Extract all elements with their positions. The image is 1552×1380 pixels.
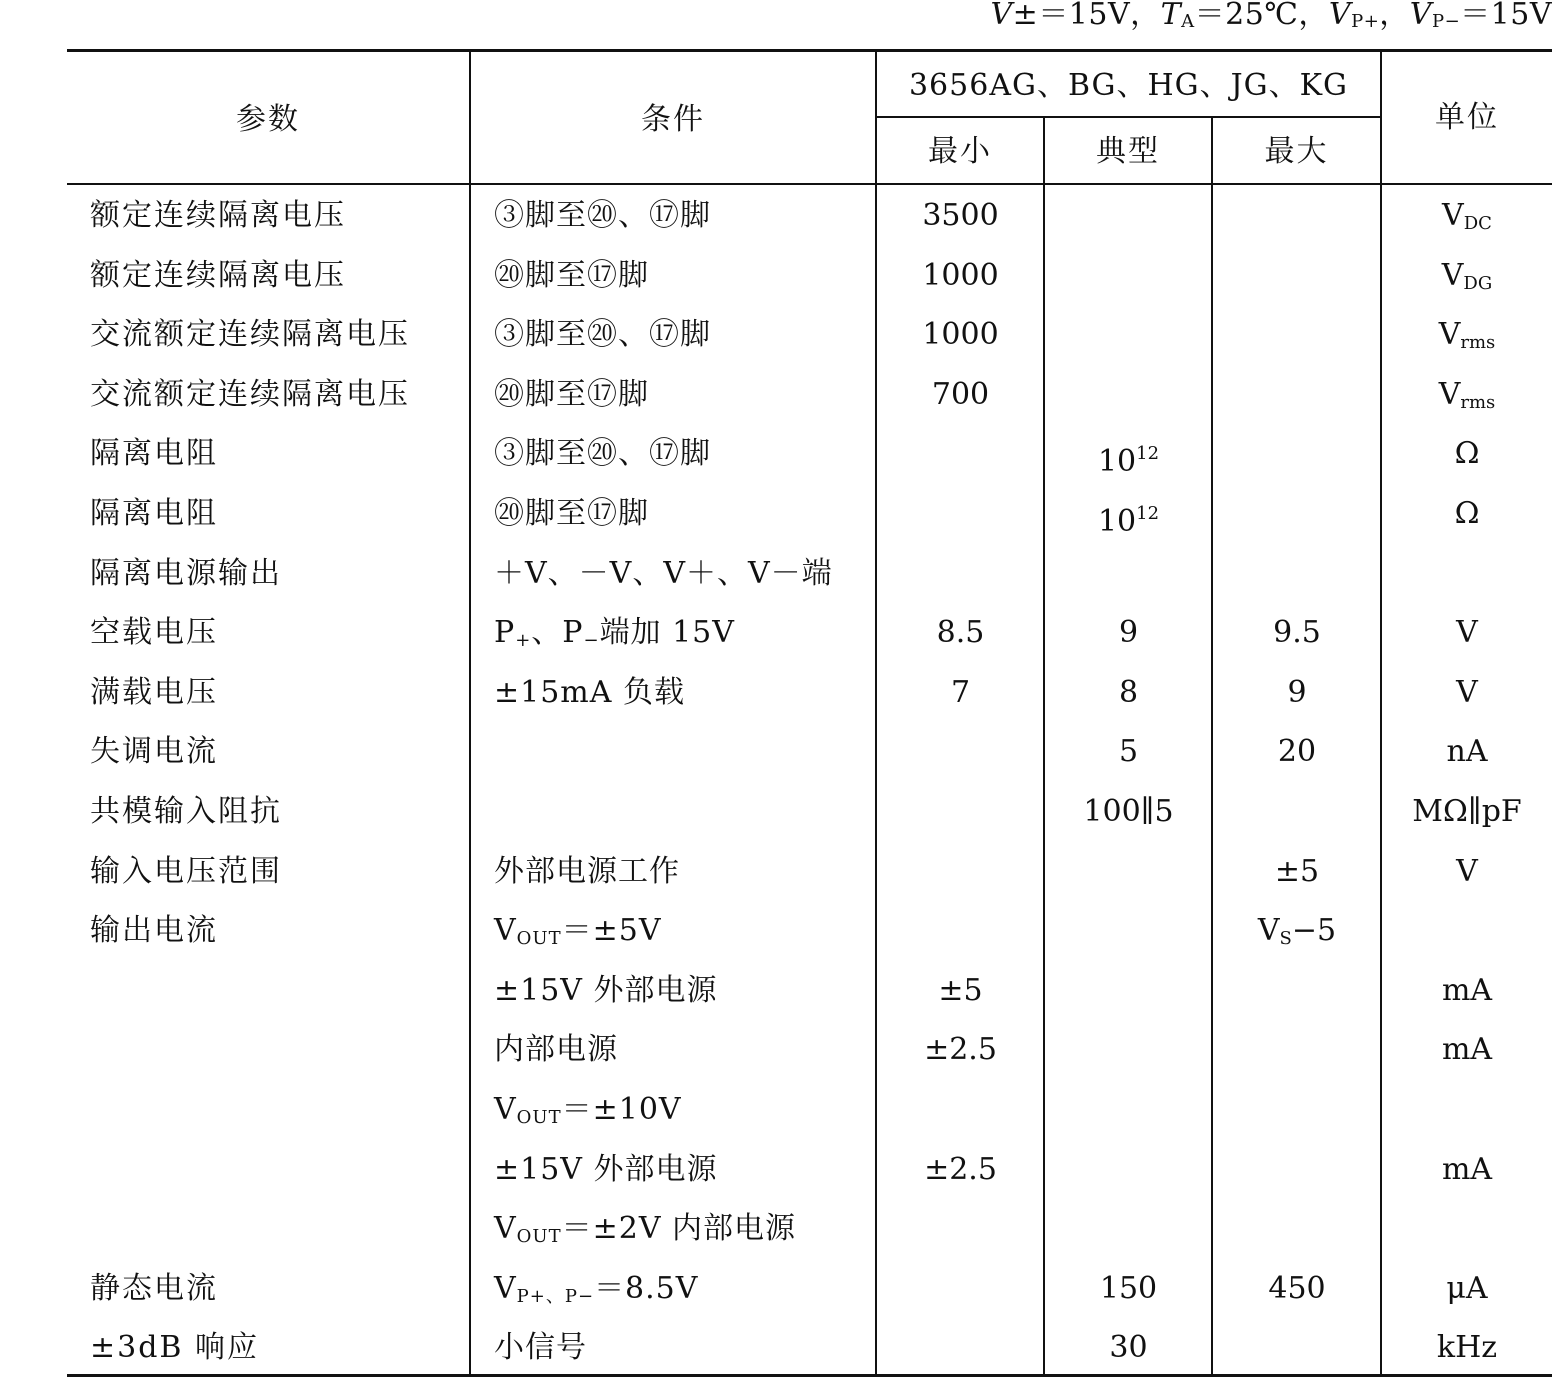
unit-subscript: DG [1463,273,1493,294]
min-value: 700 [931,377,990,412]
cond-text: P [494,615,516,650]
typ-exponent: 12 [1136,503,1160,524]
unit-text: MΩ∥pF [1412,794,1522,829]
row-condition [494,424,711,484]
cond-text: ＝±5V [561,913,662,948]
header-typ: 典型 [1096,134,1160,169]
unit-text: V [1442,198,1464,233]
max-value: ±5 [1274,854,1320,889]
row-param [90,544,282,604]
row-condition [494,365,649,425]
row-unit [1382,1020,1552,1080]
min-value: 8.5 [936,615,985,650]
row-typ [1045,484,1212,544]
row-unit [1382,305,1552,365]
typ-value: 100∥5 [1083,794,1174,829]
row-min [877,1140,1044,1200]
unit-text: V [1456,854,1478,889]
row-typ [1045,1318,1212,1378]
unit-subscript: rms [1460,332,1496,353]
cond-text: ＋V、－V、V＋、V－端 [494,556,833,591]
param-text: 空载电压 [90,615,218,650]
cond-text: ⑳脚至⑰脚 [494,377,649,412]
header-max: 最大 [1264,134,1329,169]
unit-text: V [1456,675,1478,710]
row-condition [494,1020,618,1080]
row-condition [494,484,649,544]
param-text: 输入电压范围 [90,854,282,889]
typ-value: 10 [1097,444,1137,479]
row-unit [1382,961,1552,1021]
typ-exponent: 12 [1136,443,1160,464]
row-typ [1045,722,1212,782]
cond-text: ⑳脚至⑰脚 [494,258,649,293]
header-min: 最小 [928,134,992,169]
cond-text: V [494,1092,517,1127]
typ-value: 10 [1097,504,1137,539]
param-text: 交流额定连续隔离电压 [90,377,410,412]
header-param: 参数 [236,102,300,137]
row-unit [1382,186,1552,246]
row-typ [1045,1259,1212,1319]
row-param [90,663,218,723]
row-typ [1045,424,1212,484]
row-param [90,782,282,842]
row-condition [494,961,718,1021]
typ-value: 5 [1118,734,1139,769]
row-param [90,1318,259,1378]
cond-subscript: P+、P− [516,1286,595,1307]
row-max [1213,722,1381,782]
unit-text: μA [1446,1271,1488,1306]
row-condition [494,1140,718,1200]
min-value: 7 [950,675,971,710]
row-param [90,186,346,246]
row-param [90,603,218,663]
typ-value: 150 [1099,1271,1158,1306]
unit-text: mA [1441,1032,1493,1067]
max-value: V [1257,913,1280,948]
row-unit [1382,603,1552,663]
test-conditions: V±＝15V，$T_A=25℃$，$V_{P+}$，$V_{P-}=15V$ [990,0,1552,32]
row-param [90,842,282,902]
cond-text: 外部电源工作 [494,854,680,889]
max-value: 450 [1268,1271,1326,1306]
row-condition [494,1199,796,1259]
row-condition [494,901,662,961]
row-condition [494,663,685,723]
param-text: 隔离电源输出 [90,556,282,591]
row-unit [1382,1318,1552,1378]
cond-text: 端加 15V [599,615,735,650]
model-group-rule [877,116,1382,118]
max-value: 9.5 [1273,615,1321,650]
table-bottom-rule [67,1374,1552,1377]
min-value: ±2.5 [924,1032,997,1067]
row-min [877,305,1044,365]
unit-text: Ω [1454,496,1480,531]
row-typ [1045,603,1212,663]
row-max [1213,663,1381,723]
row-unit [1382,246,1552,306]
typ-value: 9 [1118,615,1139,650]
typ-value: 30 [1109,1330,1148,1365]
row-condition [494,305,711,365]
unit-text: nA [1446,734,1488,769]
header-model-group: 3656AG、BG、HG、JG、KG [908,68,1349,103]
row-max [1213,1259,1381,1319]
cond-subscript: − [583,630,600,651]
row-min [877,246,1044,306]
cond-text: ③脚至⑳、⑰脚 [494,198,711,233]
cond-text: ＝±2V 内部电源 [561,1211,797,1246]
row-param [90,484,218,544]
row-typ [1045,782,1212,842]
row-condition [494,1259,698,1319]
row-param [90,305,410,365]
cond-text: ±15V 外部电源 [494,973,718,1008]
row-condition [494,544,833,604]
row-condition [494,246,649,306]
param-text: 满载电压 [90,675,218,710]
cond-text: V [494,913,517,948]
unit-subscript: rms [1460,392,1496,413]
row-typ [1045,663,1212,723]
col-divider-param [469,52,471,1374]
row-unit [1382,663,1552,723]
row-unit [1382,782,1552,842]
unit-text: V [1438,377,1461,412]
max-value: 20 [1277,734,1317,769]
cond-text: 小信号 [494,1330,587,1365]
param-text: 隔离电阻 [90,436,218,471]
unit-text: mA [1441,973,1493,1008]
param-text: 交流额定连续隔离电压 [90,317,410,352]
row-min [877,663,1044,723]
row-unit [1382,365,1552,425]
header-unit: 单位 [1435,100,1499,135]
min-value: 1000 [922,258,999,293]
row-max [1213,842,1381,902]
row-min [877,1020,1044,1080]
param-text: 额定连续隔离电压 [90,258,346,293]
row-min [877,365,1044,425]
cond-text: ⑳脚至⑰脚 [494,496,649,531]
row-param [90,246,346,306]
row-unit [1382,1259,1552,1319]
cond-text: ±15mA 负载 [494,675,685,710]
max-value: 9 [1287,675,1307,710]
row-condition [494,603,735,663]
min-value: ±5 [938,973,983,1008]
table-top-rule [67,49,1552,52]
cond-text: V [494,1271,517,1306]
row-param [90,901,218,961]
unit-text: kHz [1436,1330,1498,1365]
row-param [90,1259,218,1319]
row-min [877,961,1044,1021]
row-condition [494,842,680,902]
row-unit [1382,1140,1552,1200]
row-min [877,603,1044,663]
param-text: 隔离电阻 [90,496,218,531]
cond-text: ＝±10V [561,1092,682,1127]
param-text: 静态电流 [90,1271,218,1306]
row-unit [1382,424,1552,484]
param-text: 失调电流 [90,734,218,769]
cond-subscript: OUT [516,928,562,949]
row-min [877,186,1044,246]
row-condition [494,1080,682,1140]
param-text: 共模输入阻抗 [90,794,282,829]
row-param [90,365,410,425]
typ-value: 8 [1118,675,1139,710]
param-text: 输出电流 [90,913,218,948]
unit-subscript: DC [1463,213,1492,234]
param-text: ±3dB 响应 [90,1330,260,1365]
unit-text: mA [1441,1152,1493,1187]
row-unit [1382,484,1552,544]
max-subscript: S [1279,928,1292,949]
unit-text: Ω [1454,436,1480,471]
row-condition [494,1318,587,1378]
row-unit [1382,842,1552,902]
min-value: ±2.5 [924,1152,997,1187]
unit-text: V [1456,615,1478,650]
cond-text: ＝8.5V [594,1271,699,1306]
cond-text: V [494,1211,517,1246]
param-text: 额定连续隔离电压 [90,198,346,233]
cond-subscript: OUT [516,1226,562,1247]
row-param [90,722,218,782]
header-condition: 条件 [641,102,705,137]
unit-text: V [1438,317,1461,352]
cond-subscript: + [515,630,532,651]
unit-text: V [1441,258,1464,293]
row-max [1213,603,1381,663]
row-condition [494,186,711,246]
min-value: 1000 [922,317,999,352]
cond-text: 、P [531,615,584,650]
row-param [90,424,218,484]
cond-text: ③脚至⑳、⑰脚 [494,317,711,352]
header-bottom-rule [67,183,1552,185]
cond-text: 内部电源 [494,1032,618,1067]
cond-text: ±15V 外部电源 [494,1152,718,1187]
min-value: 3500 [922,198,999,233]
cond-subscript: OUT [516,1107,562,1128]
cond-text: ③脚至⑳、⑰脚 [494,436,711,471]
row-max [1213,901,1381,961]
row-unit [1382,722,1552,782]
max-value: −5 [1291,913,1337,948]
